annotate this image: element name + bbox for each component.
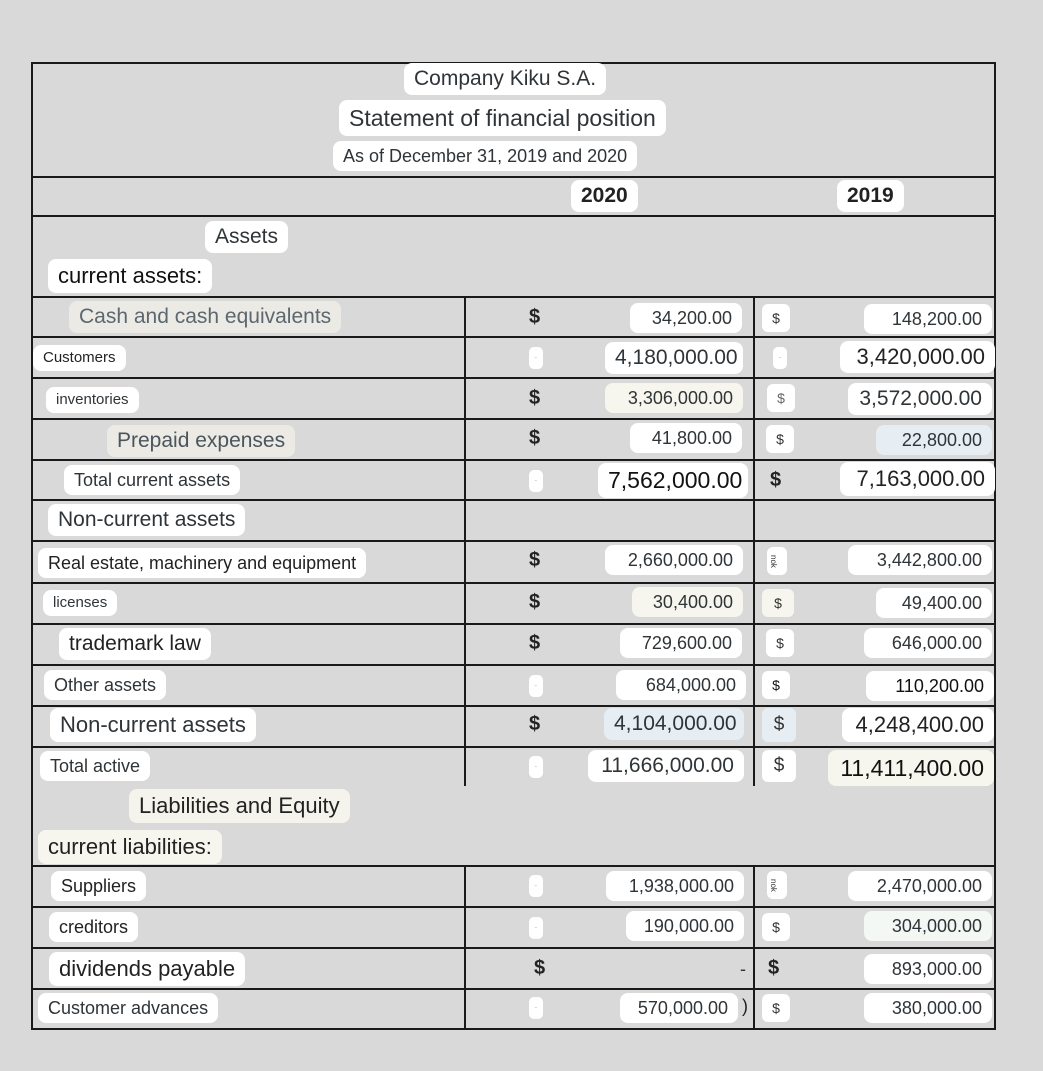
total-current-assets-2019: 7,163,000.00: [840, 462, 995, 496]
rule: [33, 336, 994, 338]
rule: [33, 947, 994, 949]
currency-symbol: $: [529, 427, 541, 449]
real-estate-2019: 3,442,800.00: [848, 545, 992, 575]
row-label-cash: Cash and cash equivalents: [69, 301, 341, 333]
section-liabilities-equity: Liabilities and Equity: [129, 789, 350, 823]
currency-symbol: $: [762, 750, 796, 782]
column-rule: [464, 296, 466, 786]
rule: [33, 296, 994, 298]
customers-2020: 4,180,000.00: [605, 342, 743, 374]
total-active-2020: 11,666,000.00: [588, 750, 744, 782]
currency-symbol: $: [529, 549, 541, 571]
suppliers-2019: 2,470,000.00: [848, 871, 992, 901]
currency-glyph: ·: [529, 470, 543, 492]
company-name: Company Kiku S.A.: [404, 63, 606, 95]
rule: [33, 746, 994, 748]
section-assets: Assets: [205, 221, 288, 253]
row-label-advances: Customer advances: [38, 993, 218, 1023]
rule: [33, 377, 994, 379]
other-assets-2019: 110,200.00: [866, 671, 994, 701]
currency-glyph: ·: [529, 756, 543, 778]
licenses-2020: 30,400.00: [632, 587, 743, 617]
rule: [33, 176, 994, 178]
advances-2019: 380,000.00: [864, 993, 992, 1023]
currency-mark: nok: [767, 871, 787, 899]
rule: [33, 705, 994, 707]
total-active-2019: 11,411,400.00: [828, 750, 994, 786]
row-label-dividends: dividends payable: [49, 952, 245, 986]
year-2020-header: 2020: [571, 180, 638, 212]
currency-symbol: $: [766, 425, 794, 453]
currency-symbol: $: [767, 384, 795, 412]
prepaid-2020: 41,800.00: [630, 423, 742, 453]
inventories-2020: 3,306,000.00: [605, 383, 743, 413]
trademark-2019: 646,000.00: [864, 628, 992, 658]
rule: [33, 418, 994, 420]
section-current-liabilities: current liabilities:: [38, 830, 222, 864]
suppliers-2020: 1,938,000.00: [606, 871, 744, 901]
non-current-2020: 4,104,000.00: [604, 708, 744, 740]
real-estate-2020: 2,660,000.00: [605, 545, 743, 575]
row-label-real-estate: Real estate, machinery and equipment: [38, 548, 366, 578]
currency-symbol: $: [762, 708, 796, 742]
row-label-total-current-assets: Total current assets: [64, 465, 240, 495]
rule: [33, 988, 994, 990]
trademark-2020: 729,600.00: [620, 628, 742, 658]
currency-symbol: $: [768, 957, 780, 979]
rule: [33, 499, 994, 501]
rule: [33, 664, 994, 666]
row-label-suppliers: Suppliers: [51, 871, 146, 901]
currency-symbol: $: [762, 671, 790, 699]
statement-subtitle: As of December 31, 2019 and 2020: [333, 141, 637, 171]
currency-symbol: $: [529, 306, 541, 328]
row-label-total-active: Total active: [40, 751, 150, 781]
rule: [33, 459, 994, 461]
non-current-2019: 4,248,400.00: [842, 708, 994, 742]
currency-glyph: ·: [529, 675, 543, 697]
customers-2019: 3,420,000.00: [840, 341, 995, 373]
currency-glyph: ·: [529, 347, 543, 369]
row-label-non-current-total: Non-current assets: [50, 708, 256, 742]
currency-symbol: $: [529, 591, 541, 613]
column-rule: [464, 865, 466, 1030]
currency-symbol: $: [534, 957, 546, 979]
currency-symbol: $: [762, 913, 790, 941]
rule: [33, 623, 994, 625]
dividends-2020: -: [740, 959, 746, 979]
total-current-assets-2020: 7,562,000.00: [598, 463, 748, 498]
row-label-trademark: trademark law: [59, 628, 211, 660]
rule: [33, 906, 994, 908]
currency-symbol: $: [762, 304, 790, 332]
row-label-inventories: inventories: [46, 387, 139, 413]
currency-symbol: $: [762, 994, 790, 1022]
advances-2020: 570,000.00: [620, 993, 738, 1023]
currency-symbol: $: [770, 469, 782, 491]
currency-symbol: $: [762, 589, 794, 617]
currency-symbol: $: [766, 629, 794, 657]
creditors-2020: 190,000.00: [626, 911, 744, 941]
currency-glyph: ·: [529, 997, 543, 1019]
other-assets-2020: 684,000.00: [616, 670, 746, 700]
dividends-2019: 893,000.00: [864, 954, 992, 984]
rule: [33, 865, 994, 867]
row-label-prepaid: Prepaid expenses: [107, 425, 295, 457]
cash-2019: 148,200.00: [864, 304, 992, 334]
prepaid-2019: 22,800.00: [876, 425, 992, 455]
row-label-other-assets: Other assets: [44, 670, 166, 700]
currency-symbol: $: [529, 632, 541, 654]
currency-symbol: $: [529, 387, 541, 409]
year-2019-header: 2019: [837, 180, 904, 212]
currency-symbol: $: [529, 713, 541, 735]
row-label-non-current-header: Non-current assets: [48, 504, 245, 536]
creditors-2019: 304,000.00: [864, 911, 992, 941]
section-current-assets: current assets:: [48, 259, 212, 293]
cash-2020: 34,200.00: [630, 303, 742, 333]
currency-mark: nok: [767, 547, 787, 575]
statement-title: Statement of financial position: [339, 100, 666, 136]
column-rule: [753, 296, 755, 786]
row-label-licenses: licenses: [43, 590, 117, 616]
currency-glyph: ·: [529, 875, 543, 897]
currency-glyph: ·: [529, 917, 543, 939]
closing-paren: ): [742, 996, 748, 1016]
rule: [33, 215, 994, 217]
row-label-creditors: creditors: [49, 912, 138, 942]
currency-glyph: ·: [773, 347, 787, 369]
licenses-2019: 49,400.00: [876, 588, 992, 618]
column-rule: [753, 865, 755, 1030]
row-label-customers: Customers: [33, 345, 126, 371]
inventories-2019: 3,572,000.00: [848, 383, 992, 415]
rule: [33, 582, 994, 584]
rule: [33, 540, 994, 542]
